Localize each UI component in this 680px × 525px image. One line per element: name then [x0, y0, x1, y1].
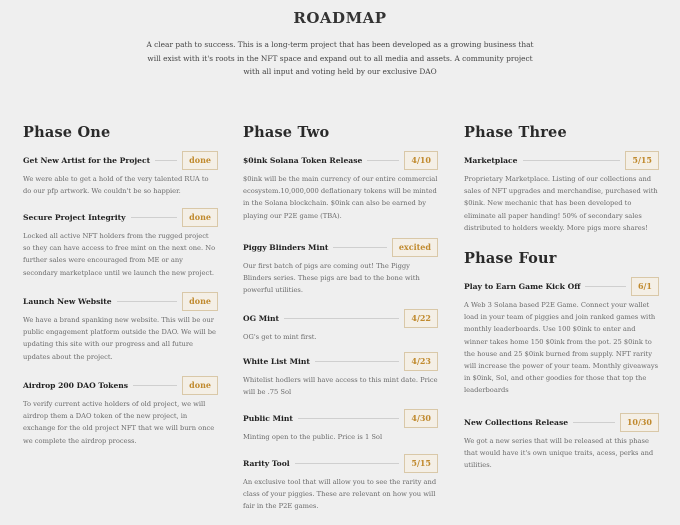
item-title: Get New Artist for the Project: [23, 155, 151, 165]
status-badge: 10/30: [620, 413, 659, 432]
item-desc: Locked all active NFT holders from the rugged project so they can have access to free mint on the next one. No further sales were encouraged from ME or any secondary marketplace until we launch the new project.: [23, 232, 216, 277]
status-badge: done: [182, 208, 218, 227]
roadmap-item: [243, 237, 438, 297]
divider: [315, 361, 399, 362]
item-title: Secure Project Integrity: [23, 212, 126, 222]
roadmap-item: [23, 150, 218, 197]
status-badge: 5/15: [625, 151, 659, 170]
roadmap-item: [23, 375, 218, 447]
phase-title: Phase Four: [464, 250, 557, 267]
item-title: OG Mint: [243, 313, 280, 323]
phase-three-column: [464, 124, 659, 232]
status-badge: 6/1: [631, 277, 659, 296]
status-badge: done: [182, 292, 218, 311]
item-title: New Collections Release: [464, 417, 569, 427]
roadmap-item: [243, 308, 438, 343]
divider: [367, 160, 399, 161]
item-desc: A Web 3 Solana based P2E Game. Connect your wallet load in your team of piggies and join ranked games with monthly leaderboards. Use 100 $0ink to enter and winner takes home 150 $0ink from the pot. 25 $0ink to the house and 25 $0ink burned from supply. NFT rarity will increase the power of your team. Monthly giveaways in $0ink, Sol, and other goodies for those that top the leaderboards: [464, 301, 659, 395]
roadmap-item: [464, 412, 659, 472]
item-title: Public Mint: [243, 413, 293, 423]
phase-title: Phase One: [23, 124, 111, 141]
item-title: Play to Earn Game Kick Off: [464, 281, 581, 291]
item-desc: We have a brand spanking new website. This will be our public engagement platform outside the DAO. We will be updating this site with our progress and all future updates about the project.: [23, 316, 216, 361]
divider: [523, 160, 621, 161]
item-title: White List Mint: [243, 356, 310, 366]
item-title: Marketplace: [464, 155, 518, 165]
status-badge: done: [182, 151, 218, 170]
item-desc: Our first batch of pigs are coming out! The Piggy Blinders series. These pigs are bad to the bone with powerful utilities.: [243, 262, 420, 295]
item-desc: Whitelist hodlers will have access to this mint date. Price will be .75 Sol: [243, 376, 438, 397]
phase-two-column: [243, 124, 438, 511]
item-desc: OG's get to mint first.: [243, 333, 317, 341]
divider: [131, 217, 178, 218]
status-badge: excited: [392, 238, 438, 257]
divider: [298, 418, 399, 419]
status-badge: done: [182, 376, 218, 395]
page-title: ROADMAP: [293, 9, 387, 27]
roadmap-item: [23, 207, 218, 279]
divider: [133, 385, 177, 386]
roadmap-item: [243, 408, 438, 443]
item-desc: We were able to get a hold of the very talented RUA to do our pfp artwork. We couldn't be so happier.: [23, 175, 209, 196]
roadmap-item: [243, 150, 438, 222]
item-title: $0ink Solana Token Release: [243, 155, 363, 165]
item-desc: We got a new series that will be released at this phase that would have it's own unique traits, acess, perks and utilities.: [464, 437, 654, 470]
item-desc: Proprietary Marketplace. Listing of our collections and sales of NFT upgrades and merchandise, purchased with $0ink. New mechanic that has been developed to eliminate all paper handing! 50% of secondary sales distributed to holders weekly. More pigs more shares!: [464, 175, 658, 232]
phase-title: Phase Three: [464, 124, 567, 141]
roadmap-item: [243, 453, 438, 513]
status-badge: 4/30: [404, 409, 438, 428]
divider: [295, 463, 400, 464]
phase-title: Phase Two: [243, 124, 330, 141]
item-title: Airdrop 200 DAO Tokens: [23, 380, 129, 390]
divider: [573, 422, 615, 423]
item-desc: Minting open to the public. Price is 1 Sol: [243, 433, 383, 441]
status-badge: 5/15: [404, 454, 438, 473]
item-title: Piggy Blinders Mint: [243, 242, 329, 252]
intro-text: A clear path to success. This is a long-term project that has been developed as a growing business that will exist with it's roots in the NFT space and expand out to all media and assets. A community project with all input and voting held by our exclusive DAO: [146, 40, 534, 76]
divider: [117, 301, 178, 302]
item-title: Rarity Tool: [243, 458, 290, 468]
divider: [333, 247, 386, 248]
divider: [155, 160, 177, 161]
item-desc: To verify current active holders of old project, we will airdrop them a DAO token of the new project, in exchange for the old project NFT that we will burn once we complete the airdrop process.: [23, 400, 215, 445]
roadmap-item: [23, 291, 218, 363]
divider: [585, 286, 625, 287]
phase-one-column: [23, 124, 218, 445]
roadmap-item: [464, 276, 659, 397]
status-badge: 4/22: [404, 309, 438, 328]
divider: [284, 318, 399, 319]
item-title: Launch New Website: [23, 296, 112, 306]
status-badge: 4/23: [404, 352, 438, 371]
phase-four-column: [464, 250, 659, 470]
item-desc: An exclusive tool that will allow you to see the rarity and class of your piggies. These are relevant on how you will fair in the P2E games.: [243, 478, 437, 511]
roadmap-item: [243, 351, 438, 398]
roadmap-item: [464, 150, 659, 234]
status-badge: 4/10: [404, 151, 438, 170]
item-desc: $0ink will be the main currency of our entire commercial ecosystem.10,000,000 deflationary tokens will be minted in the Solana blockchain. $0ink can also be earned by playing our P2E game (TBA).: [243, 175, 438, 220]
